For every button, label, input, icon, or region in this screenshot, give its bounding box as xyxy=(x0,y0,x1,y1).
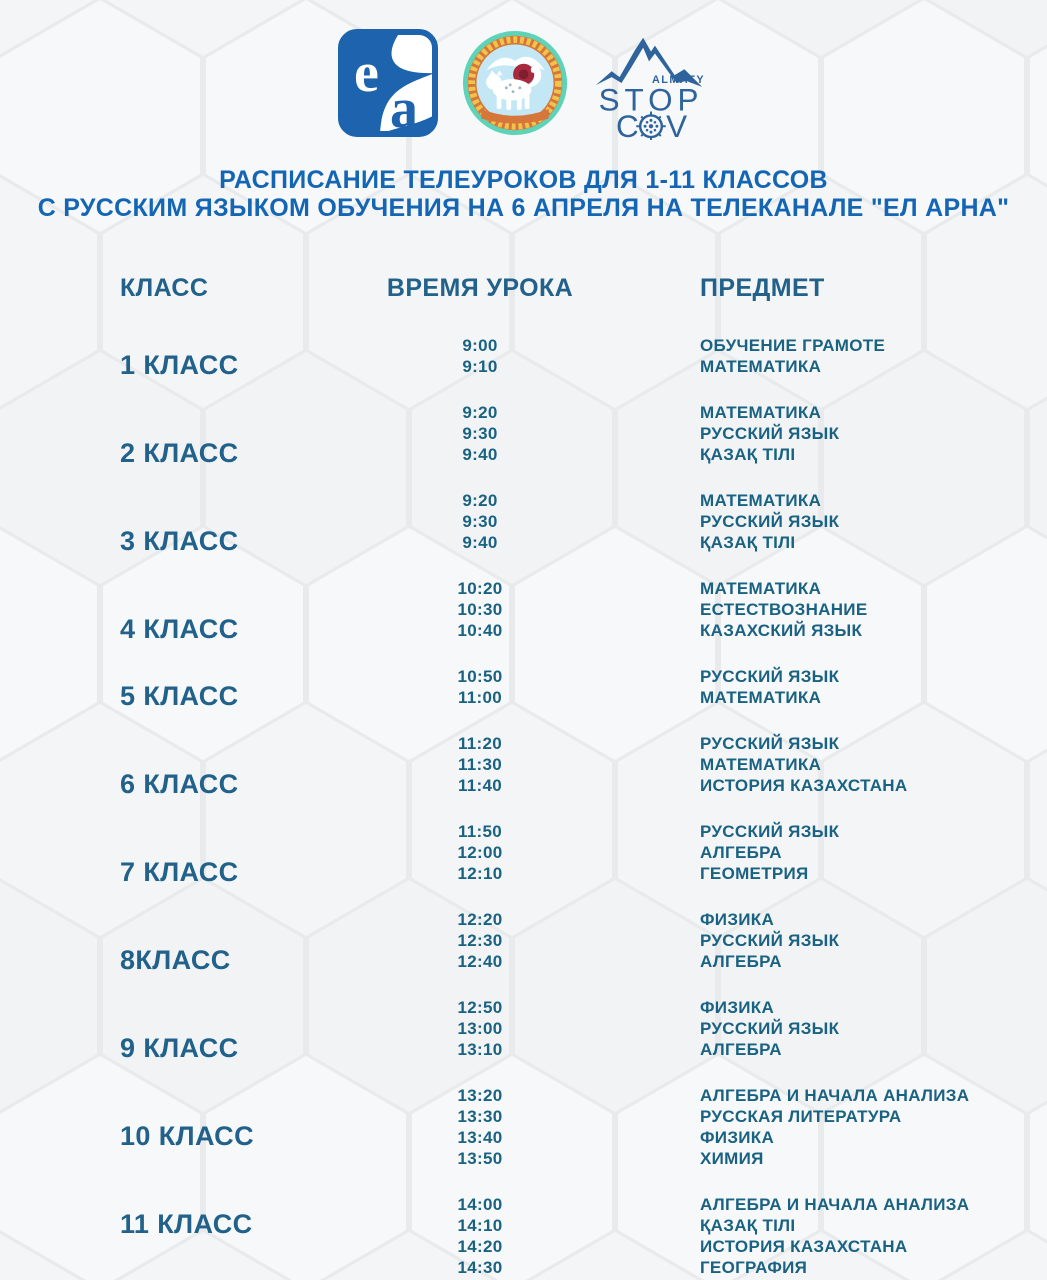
lesson-time: 9:40 xyxy=(462,445,498,464)
stopcov-almaty-text: ALMATY xyxy=(651,74,705,86)
lesson-times xyxy=(380,1085,580,1169)
lesson-time: 14:00 xyxy=(457,1195,503,1214)
lesson-times xyxy=(380,997,580,1060)
lesson-subject: РУССКИЙ ЯЗЫК xyxy=(700,667,840,686)
page-title xyxy=(0,166,1047,222)
class-label: 1 КЛАСС xyxy=(120,350,239,380)
lesson-subject: ФИЗИКА xyxy=(700,910,775,929)
lesson-subjects xyxy=(580,402,1027,465)
schedule-row xyxy=(120,1194,1027,1278)
lesson-time: 13:40 xyxy=(457,1128,503,1147)
lesson-time: 9:20 xyxy=(462,491,498,510)
lesson-time: 9:20 xyxy=(462,403,498,422)
lesson-time: 12:20 xyxy=(457,910,503,929)
schedule-row xyxy=(120,490,1027,556)
lesson-subject: ГЕОМЕТРИЯ xyxy=(700,864,809,883)
lesson-time: 10:50 xyxy=(457,667,503,686)
class-label: 10 КЛАСС xyxy=(120,1121,254,1151)
class-label: 6 КЛАСС xyxy=(120,769,239,799)
lesson-time: 12:50 xyxy=(457,998,503,1017)
lesson-subjects xyxy=(580,1085,1027,1169)
stopcov-cov-v: V xyxy=(665,109,687,140)
lesson-subject: ОБУЧЕНИЕ ГРАМОТЕ xyxy=(700,336,886,355)
lesson-time: 12:00 xyxy=(457,843,503,862)
class-label: 4 КЛАСС xyxy=(120,614,239,644)
lesson-subject: РУССКИЙ ЯЗЫК xyxy=(700,512,840,531)
lesson-times xyxy=(380,578,580,641)
almaty-emblem xyxy=(462,30,568,136)
lesson-subject: ФИЗИКА xyxy=(700,998,775,1017)
lesson-time: 9:30 xyxy=(462,424,498,443)
lesson-subject: МАТЕМАТИКА xyxy=(700,491,822,510)
lesson-subject: АЛГЕБРА И НАЧАЛА АНАЛИЗА xyxy=(700,1195,970,1214)
lesson-subject: РУССКИЙ ЯЗЫК xyxy=(700,734,840,753)
schedule-row xyxy=(120,402,1027,468)
header-subject: ПРЕДМЕТ xyxy=(700,274,825,302)
logos-row xyxy=(0,0,1047,140)
lesson-time: 12:40 xyxy=(457,952,503,971)
class-label: 2 КЛАСС xyxy=(120,438,239,468)
lesson-subject: АЛГЕБРА И НАЧАЛА АНАЛИЗА xyxy=(700,1086,970,1105)
lesson-subjects xyxy=(580,490,1027,553)
stopcov-stop-text: STOP xyxy=(598,82,703,118)
title-line-2: С РУССКИМ ЯЗЫКОМ ОБУЧЕНИЯ НА 6 АПРЕЛЯ НА ТЕЛЕКАНАЛЕ "ЕЛ АРНА" xyxy=(37,194,1010,222)
lesson-subject: АЛГЕБРА xyxy=(700,952,782,971)
lesson-subject: ФИЗИКА xyxy=(700,1128,775,1147)
schedule-row xyxy=(120,578,1027,644)
lesson-time: 13:00 xyxy=(457,1019,503,1038)
lesson-subject: ҚАЗАҚ ТІЛІ xyxy=(700,445,796,464)
lesson-time: 10:30 xyxy=(457,600,503,619)
lesson-subject: РУССКИЙ ЯЗЫК xyxy=(700,822,840,841)
lesson-time: 10:20 xyxy=(457,579,503,598)
lesson-subject: ГЕОГРАФИЯ xyxy=(700,1258,808,1277)
lesson-time: 13:50 xyxy=(457,1149,503,1168)
lesson-subject: ХИМИЯ xyxy=(700,1149,764,1168)
lesson-time: 9:00 xyxy=(462,336,498,355)
el-arna-letter-e: e xyxy=(353,42,379,104)
lesson-subject: МАТЕМАТИКА xyxy=(700,403,822,422)
lesson-subject: ҚАЗАҚ ТІЛІ xyxy=(700,1216,796,1235)
lesson-time: 12:10 xyxy=(457,864,503,883)
class-label: 11 КЛАСС xyxy=(120,1209,253,1239)
lesson-time: 11:50 xyxy=(457,822,503,841)
lesson-time: 9:10 xyxy=(462,357,498,376)
lesson-subject: РУССКИЙ ЯЗЫК xyxy=(700,931,840,950)
lesson-time: 11:30 xyxy=(457,755,503,774)
schedule-rows xyxy=(0,335,1047,1278)
lesson-times xyxy=(380,1194,580,1278)
stopcov-cov-c: C xyxy=(615,109,639,140)
class-label: 3 КЛАСС xyxy=(120,526,239,556)
lesson-times xyxy=(380,733,580,796)
schedule-row xyxy=(120,997,1027,1063)
lesson-time: 11:00 xyxy=(457,688,503,707)
lesson-time: 11:20 xyxy=(457,734,503,753)
table-header xyxy=(120,274,1027,303)
lesson-time: 13:20 xyxy=(457,1086,503,1105)
class-label: 5 КЛАСС xyxy=(120,681,239,711)
lesson-time: 13:30 xyxy=(457,1107,503,1126)
lesson-subjects xyxy=(580,1194,1027,1278)
almaty-stopcov-logo xyxy=(592,26,710,140)
lesson-subjects xyxy=(580,335,1027,377)
el-arna-letter-a: a xyxy=(389,78,418,137)
lesson-subjects xyxy=(580,909,1027,972)
lesson-subjects xyxy=(580,997,1027,1060)
lesson-time: 11:40 xyxy=(457,776,503,795)
lesson-subject: МАТЕМАТИКА xyxy=(700,755,822,774)
schedule-row xyxy=(120,666,1027,711)
lesson-subject: КАЗАХСКИЙ ЯЗЫК xyxy=(700,621,863,640)
lesson-time: 9:30 xyxy=(462,512,498,531)
lesson-subject: ИСТОРИЯ КАЗАХСТАНА xyxy=(700,1237,908,1256)
lesson-subject: МАТЕМАТИКА xyxy=(700,357,822,376)
schedule-row xyxy=(120,821,1027,887)
lesson-subject: РУССКИЙ ЯЗЫК xyxy=(700,1019,840,1038)
class-label: 9 КЛАСС xyxy=(120,1033,239,1063)
lesson-subject: АЛГЕБРА xyxy=(700,1040,782,1059)
lesson-time: 13:10 xyxy=(457,1040,503,1059)
title-line-1: РАСПИСАНИЕ ТЕЛЕУРОКОВ ДЛЯ 1-11 КЛАССОВ xyxy=(219,166,828,194)
schedule-row xyxy=(120,1085,1027,1169)
lesson-subject: ҚАЗАҚ ТІЛІ xyxy=(700,533,796,552)
lesson-subject: РУССКАЯ ЛИТЕРАТУРА xyxy=(700,1107,902,1126)
lesson-times xyxy=(380,909,580,972)
header-class: КЛАСС xyxy=(120,274,209,302)
class-label: 7 КЛАСС xyxy=(120,857,239,887)
lesson-time: 10:40 xyxy=(457,621,503,640)
lesson-subject: ЕСТЕСТВОЗНАНИЕ xyxy=(700,600,868,619)
lesson-times xyxy=(380,335,580,377)
lesson-time: 9:40 xyxy=(462,533,498,552)
lesson-time: 14:30 xyxy=(457,1258,503,1277)
lesson-time: 12:30 xyxy=(457,931,503,950)
lesson-subjects xyxy=(580,666,1027,708)
schedule-row xyxy=(120,909,1027,975)
lesson-subject: РУССКИЙ ЯЗЫК xyxy=(700,424,840,443)
schedule-row xyxy=(120,733,1027,799)
lesson-subject: МАТЕМАТИКА xyxy=(700,688,822,707)
lesson-subject: МАТЕМАТИКА xyxy=(700,579,822,598)
lesson-subject: АЛГЕБРА xyxy=(700,843,782,862)
schedule-row xyxy=(120,335,1027,380)
lesson-times xyxy=(380,402,580,465)
lesson-time: 14:20 xyxy=(457,1237,503,1256)
class-label: 8КЛАСС xyxy=(120,945,231,975)
lesson-times xyxy=(380,821,580,884)
lesson-subjects xyxy=(580,821,1027,884)
lesson-time: 14:10 xyxy=(457,1216,503,1235)
lesson-subjects xyxy=(580,733,1027,796)
header-time: ВРЕМЯ УРОКА xyxy=(386,274,574,302)
lesson-times xyxy=(380,490,580,553)
el-arna-logo xyxy=(338,29,438,137)
lesson-subject: ИСТОРИЯ КАЗАХСТАНА xyxy=(700,776,908,795)
lesson-subjects xyxy=(580,578,1027,641)
lesson-times xyxy=(380,666,580,708)
